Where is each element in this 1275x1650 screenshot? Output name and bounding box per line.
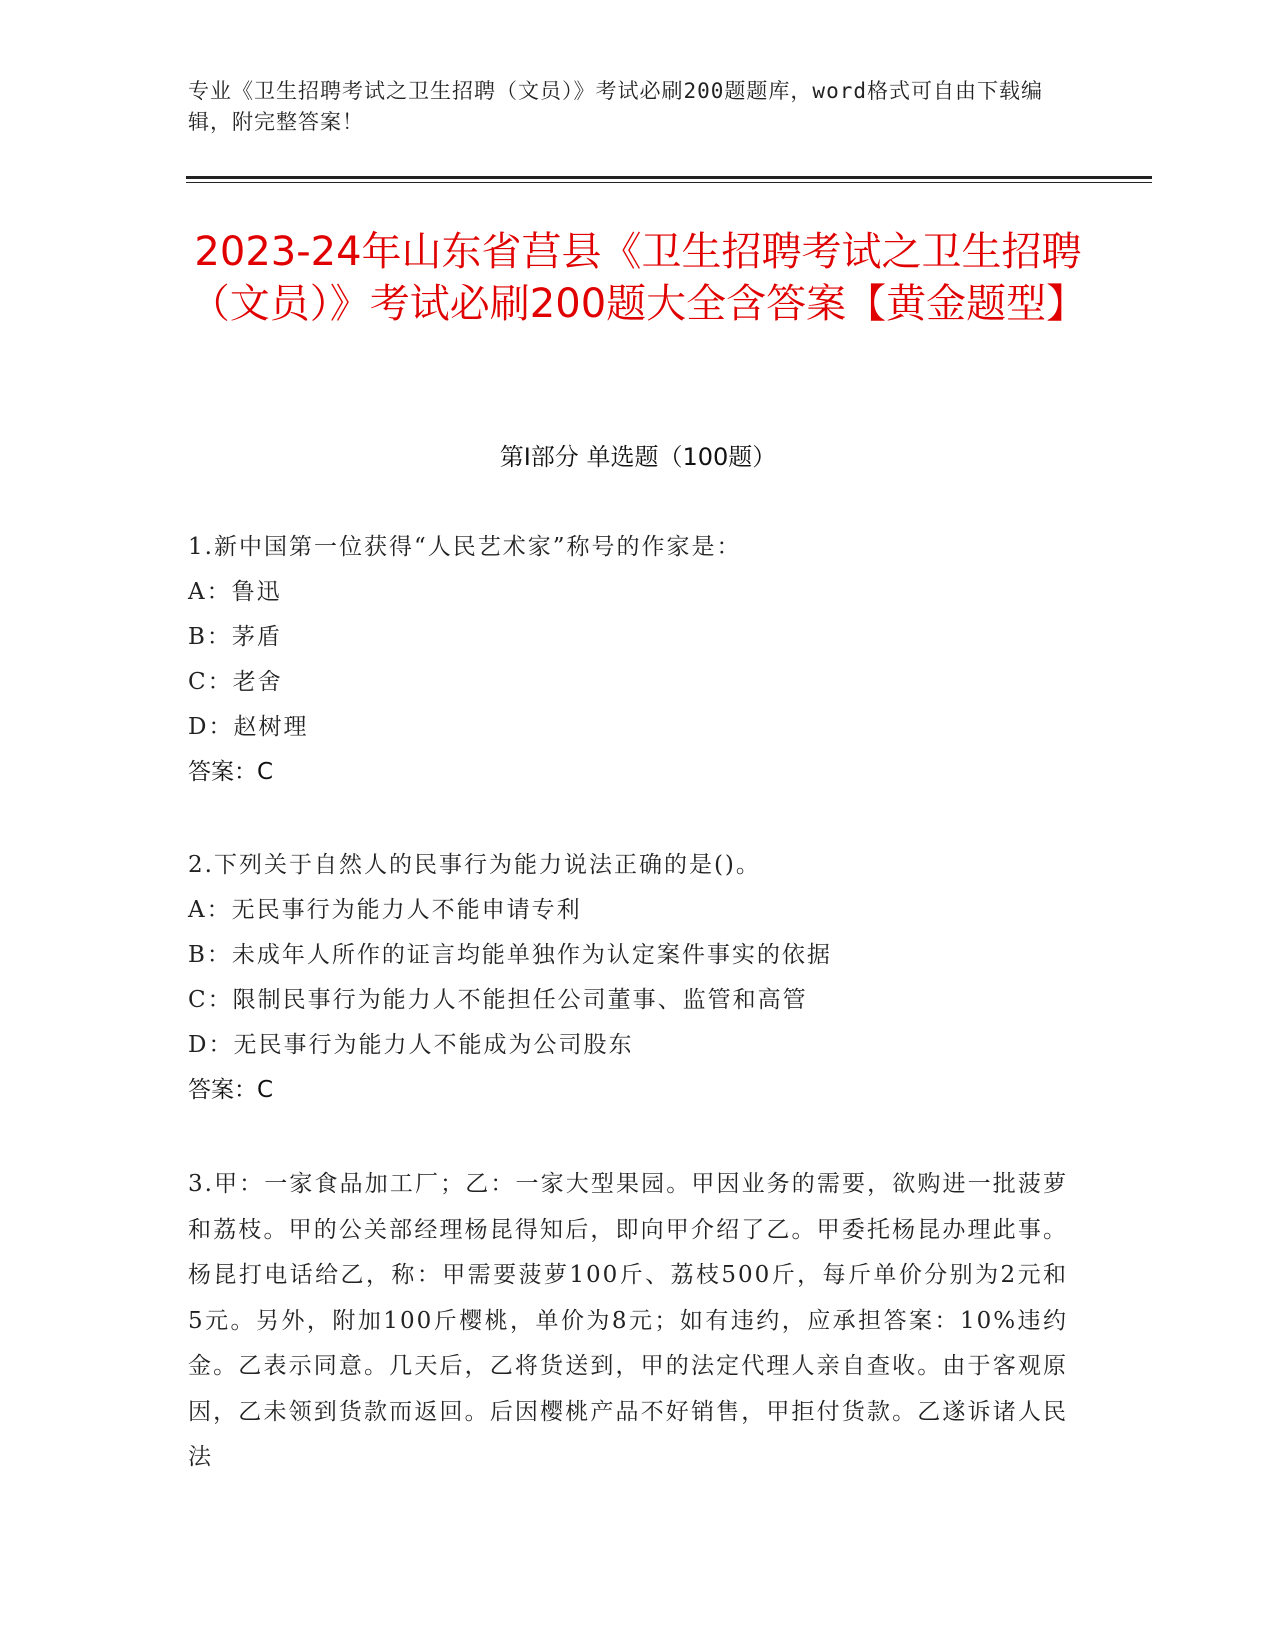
section-heading: 第Ⅰ部分 单选题（100题） <box>499 443 777 471</box>
option-d: D：无民事行为能力人不能成为公司股东 <box>188 1032 634 1058</box>
header-divider-thin <box>186 182 1152 183</box>
option-a: A：鲁迅 <box>188 579 282 605</box>
option-a: A：无民事行为能力人不能申请专利 <box>188 897 582 923</box>
option-d: D：赵树理 <box>188 714 309 740</box>
question-2 <box>188 843 1068 1113</box>
option-c: C：限制民事行为能力人不能担任公司董事、监管和高管 <box>188 987 808 1013</box>
option-b: B：未成年人所作的证言均能单独作为认定案件事实的依据 <box>188 942 832 968</box>
option-b: B：茅盾 <box>188 624 282 650</box>
answer: 答案：C <box>188 1077 274 1103</box>
document-title: 2023-24年山东省莒县《卫生招聘考试之卫生招聘（文员）》考试必刷200题大全含答案【黄金题型】 <box>189 229 1087 327</box>
question-text: 2.下列关于自然人的民事行为能力说法正确的是()。 <box>188 852 761 878</box>
question-1 <box>188 525 1068 795</box>
question-text: 3.甲：一家食品加工厂；乙：一家大型果园。甲因业务的需要，欲购进一批菠萝和荔枝。甲的公关部经理杨昆得知后，即向甲介绍了乙。甲委托杨昆办理此事。杨昆打电话给乙，称：甲需要菠萝100斤、荔枝500斤，每斤单价分别为2元和5元。另外，附加100斤樱桃，单价为8元；如有违约，应承担答案：10%违约金。乙表示同意。几天后，乙将货送到，甲的法定代理人亲自查收。由于客观原因，乙未领到货款而返回。后因樱桃产品不好销售，甲拒付货款。乙遂诉诸人民法 <box>188 1171 1068 1470</box>
option-c: C：老舍 <box>188 669 283 695</box>
question-3 <box>188 1162 1068 1481</box>
answer: 答案：C <box>188 759 274 785</box>
question-text: 1.新中国第一位获得“人民艺术家”称号的作家是： <box>188 534 742 560</box>
intro-text: 专业《卫生招聘考试之卫生招聘（文员）》考试必刷200题题库，word格式可自由下载编辑，附完整答案！ <box>188 79 1043 134</box>
header-divider-thick <box>186 176 1152 179</box>
